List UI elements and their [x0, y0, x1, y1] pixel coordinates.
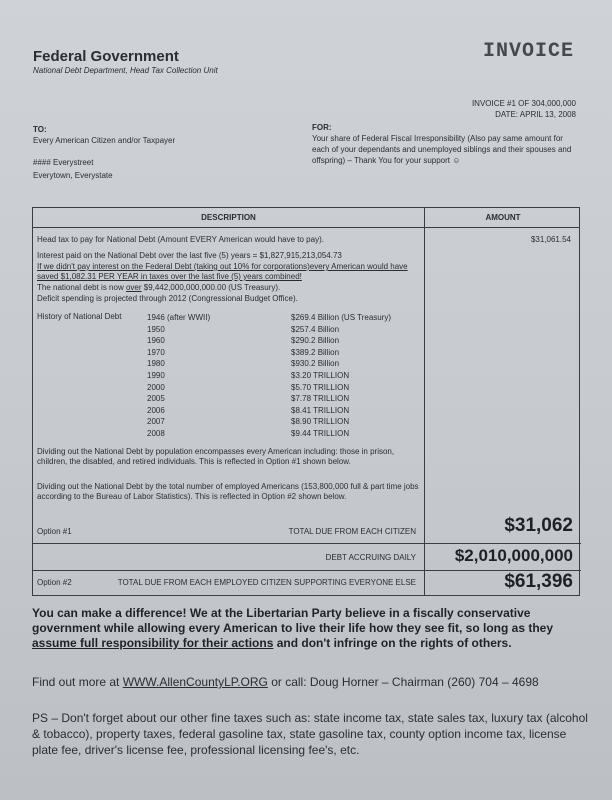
- findout-text-b: or call: Doug Horner – Chairman (260) 704 – 4698: [267, 675, 539, 689]
- sender-subtitle: National Debt Department, Head Tax Collection Unit: [33, 66, 218, 75]
- option-1-label: Option #1: [37, 527, 72, 536]
- history-year: 1990: [147, 370, 165, 380]
- invoice-meta: [472, 98, 576, 120]
- history-value: $5.70 TRILLION: [291, 382, 350, 392]
- row-divider: [33, 543, 424, 544]
- interest-line: Interest paid on the National Debt over the last five (5) years = $1,827,915,213,054.73: [37, 251, 342, 260]
- for-block: [312, 122, 580, 166]
- amount-header: AMOUNT: [485, 213, 521, 222]
- find-out-more: [32, 675, 588, 690]
- history-year: 2005: [147, 394, 165, 404]
- option-2-description: TOTAL DUE FROM EACH EMPLOYED CITIZEN SUPPORTING EVERYONE ELSE: [117, 578, 416, 587]
- history-year: 2008: [147, 428, 165, 438]
- dividing-option-1-text: Dividing out the National Debt by population encompasses every American including: those in prison, children, the disabled, and retired individuals. This is reflected in Option #1 shown below.: [37, 447, 395, 466]
- address-line-1: #### Everystreet: [33, 158, 94, 167]
- description-header: DESCRIPTION: [201, 213, 256, 222]
- invoice-table: [32, 207, 580, 596]
- history-value: $269.4 Billion (US Treasury): [291, 313, 392, 322]
- recipient-address: [33, 156, 113, 182]
- debt-now-line: [37, 283, 421, 293]
- debt-now-text-a: The national debt is now: [37, 283, 126, 292]
- head-tax-description: Head tax to pay for National Debt (Amount EVERY American would have to pay).: [37, 235, 324, 244]
- sender-title: Federal Government: [33, 48, 179, 65]
- history-year: 1950: [147, 324, 165, 334]
- invoice-number: INVOICE #1 OF 304,000,000: [471, 99, 576, 108]
- history-year: 1960: [147, 336, 165, 346]
- history-years: [147, 312, 210, 440]
- recipient-line: Every American Citizen and/or Taxpayer: [33, 136, 176, 145]
- history-values: [291, 312, 391, 440]
- message-text-b: and don't infringe on the rights of others.: [273, 636, 512, 650]
- history-year: 1980: [147, 359, 165, 369]
- history-value: $930.2 Billion: [291, 359, 340, 369]
- history-year: 2006: [147, 405, 165, 415]
- history-year: 1970: [147, 347, 165, 357]
- history-value: $7.78 TRILLION: [291, 394, 350, 404]
- history-value: $389.2 Billion: [291, 347, 340, 357]
- findout-text-a: Find out more at: [32, 675, 123, 689]
- head-tax-amount: $31,061.54: [530, 235, 571, 244]
- savings-line: If we didn't pay interest on the Federal Debt (taking out 10% for corporations)every American would have saved $1,082.31 PER YEAR in taxes over the last five (5) years combined!: [37, 262, 408, 281]
- message-underlined: assume full responsibility for their actions: [32, 636, 274, 650]
- message-text-a: You can make a difference! We at the Libertarian Party believe in a fiscally conservative government while allowing every American to live their life how they see fit, so long as they: [32, 606, 554, 635]
- postscript: PS – Don't forget about our other fine taxes such as: state income tax, state sales tax, luxury tax (alcohol & tobacco), property taxes, federal gasoline tax, state gasoline tax, county option income tax, license plate fee, driver's license fee, professional licensing fee's, etc.: [32, 711, 588, 757]
- history-label: History of National Debt: [37, 312, 122, 321]
- history-value: $8.90 TRILLION: [291, 417, 350, 427]
- row-divider: [425, 543, 581, 544]
- debt-now-text-b: $9,442,000,000,000.00 (US Treasury).: [141, 283, 281, 292]
- dividing-option-2-text: Dividing out the National Debt by the total number of employed Americans (153,800,000 full & part time jobs according to the Bureau of Labor Statistics). This is reflected in Option #2 shown below.: [37, 482, 419, 501]
- option-1-amount: $31,062: [504, 515, 573, 536]
- invoice-heading: INVOICE: [482, 40, 574, 63]
- history-value: $8.41 TRILLION: [291, 405, 350, 415]
- history-value: $290.2 Billion: [291, 336, 340, 346]
- row-divider: [33, 570, 424, 571]
- address-line-2: Everytown, Everystate: [33, 171, 113, 180]
- history-year: 2000: [147, 382, 165, 392]
- recipient-block: [33, 124, 175, 146]
- option-2-amount: $61,396: [504, 571, 573, 592]
- accruing-amount: $2,010,000,000: [454, 546, 573, 565]
- option-2-label: Option #2: [37, 578, 72, 587]
- invoice-date: DATE: APRIL 13, 2008: [495, 110, 576, 119]
- debt-now-over: over: [125, 283, 142, 292]
- libertarian-message: [32, 606, 588, 651]
- for-text: Your share of Federal Fiscal Irresponsibility (Also pay same amount for each of your dependants and unemployed siblings and their spouses and offspring) – Thank You for your support ☺: [312, 134, 572, 165]
- to-label: TO:: [33, 125, 47, 134]
- history-value: $3.20 TRILLION: [291, 370, 350, 380]
- table-header-row: [33, 208, 579, 228]
- accruing-description: DEBT ACCRUING DAILY: [325, 553, 416, 562]
- history-value: $9.44 TRILLION: [291, 428, 350, 438]
- option-1-description: TOTAL DUE FROM EACH CITIZEN: [288, 527, 416, 536]
- website-link[interactable]: WWW.AllenCountyLP.ORG: [122, 675, 268, 689]
- history-year: 2007: [147, 417, 165, 427]
- history-year: 1946 (after WWII): [147, 313, 211, 322]
- history-value: $257.4 Billion: [291, 324, 340, 334]
- for-label: FOR:: [312, 123, 332, 132]
- deficit-line: Deficit spending is projected through 2012 (Congressional Budget Office).: [37, 294, 298, 303]
